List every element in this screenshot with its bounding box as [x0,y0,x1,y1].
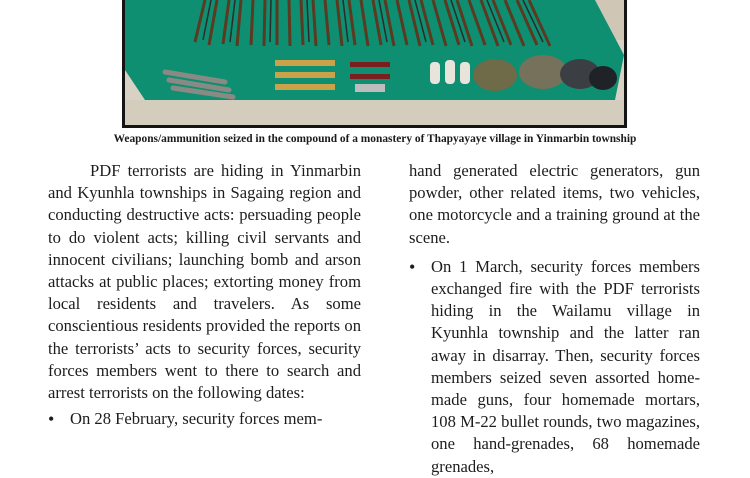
bullet-item-1-march [409,256,700,478]
photo-image [125,0,624,125]
bullet-text: On 1 March, security forces members exchanged fire with the PDF terrorists hiding in the Wailamu village in Kyunhla township and the latter ran away in disarray. Then, security forces members seized seven assorted home-made guns, four homemade mortars, 108 M-22 bullet rounds, two magazines, one hand-grenades, 68 homemade grenades, [431,256,700,476]
body-paragraph: PDF terrorists are hiding in Yinmarbin and Kyunhla townships in Sagaing region and conducting destructive acts: persuading people to do violent acts; killing civil servants and innocent civilians; launching bomb and arson attacks at public places; extorting money from local residents and travelers. As some conscientious residents provided the reports on the terrorists’ acts to security forces, security forces members went to there to search and arrest terrorists on the following dates: [48,161,361,403]
seized-weapons-photo [122,0,627,128]
photo-caption: Weapons/ammunition seized in the compound of a monastery of Thapyayaye village in Yinmarbin township [113,133,637,145]
bullet-item-28-february [48,408,361,430]
continuation-paragraph: hand generated electric generators, gun powder, other related items, two vehicles, one motorcycle and a training ground at the scene. [409,161,700,247]
bullet-list [409,256,700,478]
left-column [48,160,361,430]
bullet-text: On 28 February, security forces mem- [70,409,323,429]
bullet-icon: • [48,409,55,430]
bullet-icon: • [409,256,416,277]
right-column [409,160,700,478]
bullet-list [48,408,361,430]
